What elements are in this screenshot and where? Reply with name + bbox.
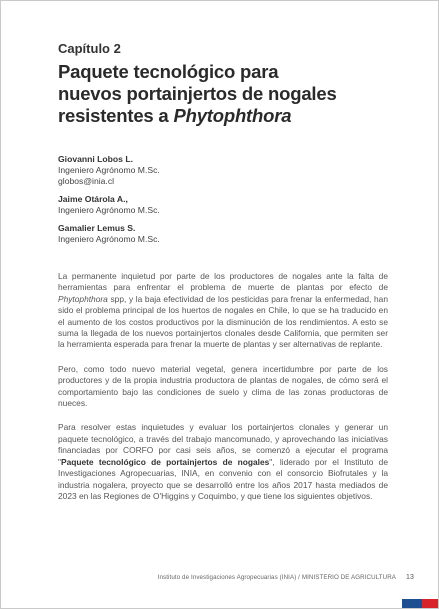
flag-bar bbox=[1, 599, 438, 608]
title-line-2: nuevos portainjertos de nogales bbox=[58, 83, 337, 104]
author-name: Jaime Otárola A., bbox=[58, 194, 128, 204]
title-line-3 bbox=[58, 105, 408, 127]
paragraph-1 bbox=[58, 271, 388, 351]
author-name: Gamalier Lemus S. bbox=[58, 223, 136, 233]
paragraph-3-bold: Paquete tecnológico de portainjertos de nogales bbox=[60, 456, 270, 467]
footer-institution: Instituto de Investigaciones Agropecuarias (INIA) / MINISTERIO DE AGRICULTURA bbox=[157, 574, 396, 581]
flag-bar-red bbox=[422, 599, 438, 608]
title-italic-genus: Phytophthora bbox=[173, 105, 292, 126]
author-1 bbox=[58, 154, 160, 187]
flag-bar-blue bbox=[402, 599, 422, 608]
paragraph-3-text-b: ", liderado por el Instituto de Investigaciones Agropecuarias, INIA, en convenio con el consorcio Biofrutales y la industria nogalera, proyecto que se desarrolló entre los años 2017 hasta mediados de 2023 en las Regiones de O'Higgins y Coquimbo, y que tiene los siguientes objetivos. bbox=[58, 456, 388, 501]
paragraph-1-italic: Phytophthora bbox=[58, 293, 108, 304]
paragraph-3 bbox=[58, 422, 388, 502]
flag-bar-white bbox=[1, 599, 402, 608]
paragraph-1-text-a: La permanente inquietud por parte de los productores de nogales ante la falta de herramientas para enfrentar el problema de muerte de plantas por efecto de bbox=[58, 271, 388, 293]
author-role: Ingeniero Agrónomo M.Sc. bbox=[58, 165, 160, 175]
author-role: Ingeniero Agrónomo M.Sc. bbox=[58, 205, 160, 215]
author-name: Giovanni Lobos L. bbox=[58, 154, 133, 164]
author-list bbox=[58, 154, 160, 252]
page-footer bbox=[158, 574, 414, 581]
paragraph-2: Pero, como todo nuevo material vegetal, genera incertidumbre por parte de los productores y de la propia industria productora de plantas de nogales, de cómo será el comportamiento bajo las condiciones de suelo y clima de las zonas productoras de nueces. bbox=[58, 363, 388, 409]
author-3 bbox=[58, 223, 160, 245]
paragraph-3-text-a: Para resolver estas inquietudes y evaluar los portainjertos clonales y generar un paquete tecnológico, a través del trabajo mancomunado, y aprovechando las iniciativas financiadas por CORFO por casi seis años, se comenzó a ejecutar el programa " bbox=[58, 422, 388, 467]
chapter-title bbox=[58, 61, 408, 127]
chapter-label: Capítulo 2 bbox=[58, 41, 121, 56]
author-role: Ingeniero Agrónomo M.Sc. bbox=[58, 234, 160, 244]
author-email[interactable]: globos@inia.cl bbox=[58, 176, 115, 186]
body-text bbox=[58, 271, 388, 515]
paragraph-1-text-b: spp, y la baja efectividad de los pesticidas para frenar la enfermedad, han sido el problema principal de los huertos de nogales en Chile, lo que se ha traducido en el aumento de los costos productivos por la disminución de los rendimientos. A esto se suma la llegada de los nuevos portainjertos clonales desde California, que permiten ser la herramienta esperada para frenar la muerte de plantas y ser alternativas de replante. bbox=[58, 293, 388, 350]
title-line-3-prefix: resistentes a bbox=[58, 105, 174, 126]
author-2 bbox=[58, 194, 160, 216]
title-line-1: Paquete tecnológico para bbox=[58, 61, 279, 82]
page-number: 13 bbox=[406, 574, 414, 581]
